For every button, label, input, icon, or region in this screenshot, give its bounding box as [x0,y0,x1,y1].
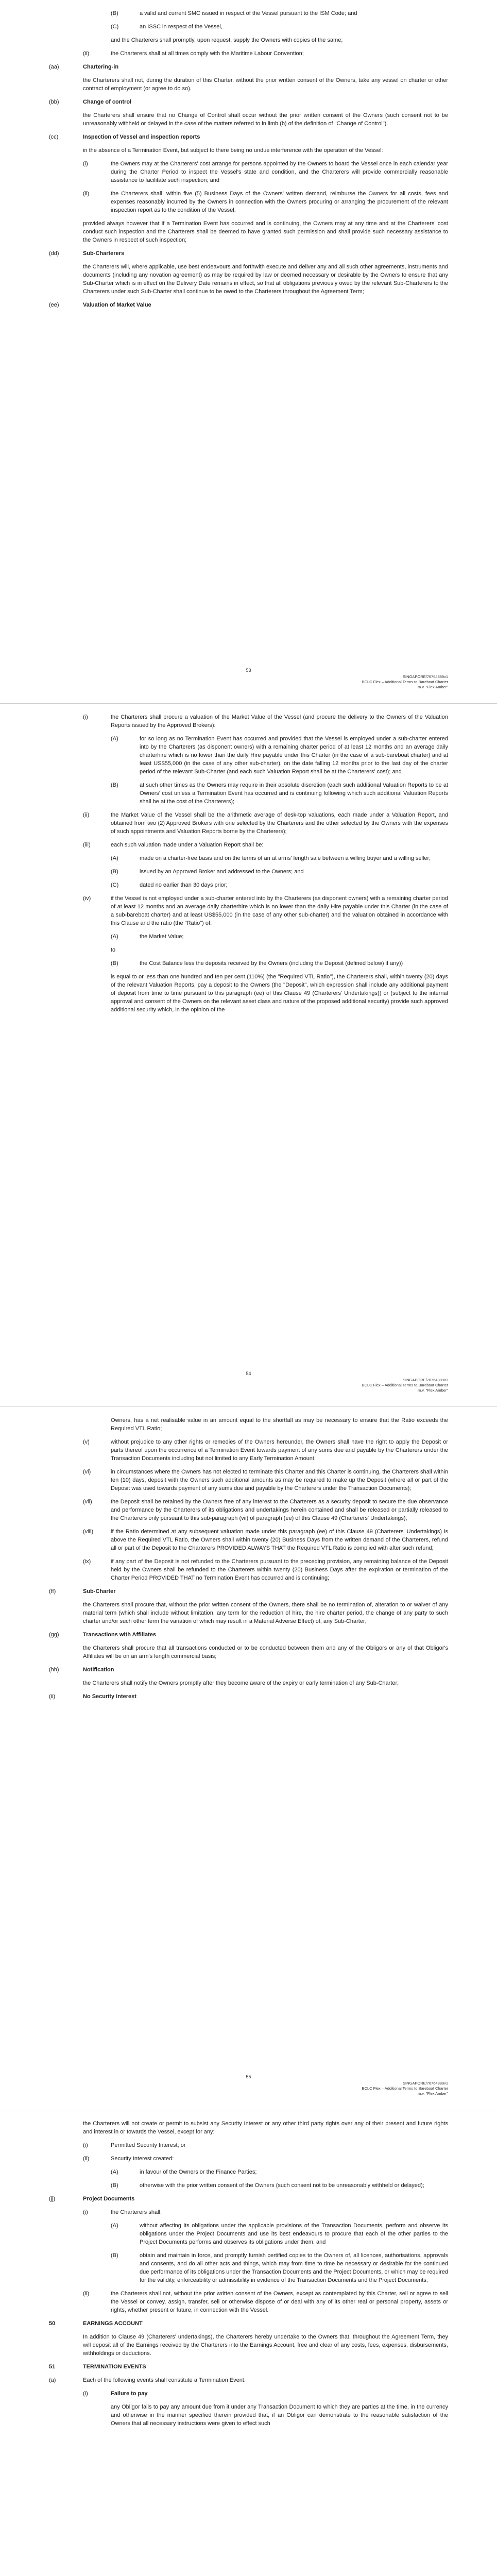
page-number: 54 [246,1371,251,1376]
clause-paragraph [49,713,448,730]
clause-text: the Charterers shall notify the Owners promptly after they become aware of the expiry or early termination of any Sub-Charter; [83,1680,399,1686]
clause-text: issued by an Approved Broker and addressed to the Owners; and [140,869,304,875]
clause-text: for so long as no Termination Event has occurred and provided that the Vessel is employed under a sub-charter entered into by the Charterers (as disponent owners) with a remaining charter period of at least 12 months and an average daily charterhire which is no lower than the daily Hire payable under this Charter (in the case of a sub-bareboat charter) and at least US$55,000 (in the case of any other sub-charter), on the date falling 12 months prior to the last day of the charter period of the relevant Sub-Charter (and each such Valuation Report shall be at the Charterers' cost); and [140,736,448,775]
clause-number: (A) [111,2223,118,2229]
footer-title: BCLC Flex – Additional Terms to Bareboat Charter [362,2086,448,2091]
clause-text: if the Vessel is not employed under a sub-charter entered into by the Charterers (as disponent owners) with a remaining charter period of at least 12 months and an average daily charterhire which is no lower than the daily Hire payable under this Charter (in the case of a sub-bareboat charter) and at least US$55,000 (in the case of any other sub-charter) and the valuation obtained in accordance with this Clause and the ratio (the "Ratio") of: [111,895,448,926]
footer-title: BCLC Flex – Additional Terms to Bareboat Charter [362,1383,448,1387]
clause-text: in the absence of a Termination Event, but subject to there being no undue interference with the operation of the Vessel: [83,147,383,154]
clause-text: otherwise with the prior written consent of the Owners (such consent not to be unreasonably withheld or delayed); [140,2182,424,2189]
clause-text: the Charterers shall, within five (5) Business Days of the Owners' written demand, reimburse the Owners for all costs, fees and expenses reasonably incurred by the Owners in connection with the Owners procuring or arranging the procurement of the relevant inspection report as to the condition of the Vessel, [111,191,448,213]
clause-number: (vii) [83,1499,92,1505]
clause-number: (ee) [49,302,59,308]
clause-heading [49,249,448,258]
clause-text: the Charterers shall at all times comply with the Maritime Labour Convention; [111,50,304,57]
clause-text: Security Interest created: [111,2156,174,2162]
clause-heading-text: Notification [83,1667,114,1673]
clause-text: dated no earlier than 30 days prior; [140,882,228,888]
clause-number: (ii) [83,2291,90,2297]
clause-number: (dd) [49,250,59,257]
clause-paragraph [49,894,448,927]
clause-text: the Charterers shall not, during the duration of this Charter, without the prior written consent of the Owners, take any vessel on charter or other contract of employment (or agree to do so). [83,77,448,92]
clause-text: any Obligor fails to pay any amount due from it under any Transaction Document to which they are parties at the time, in the currency and otherwise in the manner specified therein provided that, if an Obligor can demonstrate to the reasonable satisfaction of the Owners that all necessary instructions were given to effect such [111,2404,448,2427]
clause-number: (B) [111,869,118,875]
clause-text: the Charterers shall procure that, without the prior written consent of the Owners, there shall be no termination of, alteration to or waiver of any material term (which shall include without limitation, any term for the reduction of hire, the hire charter period, the change of any party to such charter and/or such other term the variation of which may result in a Material Adverse Effect) of, any Sub-Charter; [83,1602,448,1624]
clause-number: (i) [83,714,88,720]
clause-heading [49,63,448,71]
clause-heading-text: Project Documents [83,2196,135,2202]
clause-heading [49,2389,448,2398]
page-content [49,2120,448,2428]
clause-text: the Cost Balance less the deposits received by the Owners (including the Deposit (defined below) if any)) [140,960,403,967]
clause-heading [49,1692,448,1701]
footer-vessel: m.v. "Flex Amber" [418,685,448,689]
clause-text: in favour of the Owners or the Finance Parties; [140,2169,257,2175]
clause-number: (A) [111,855,118,861]
clause-text: In addition to Clause 49 (Charterers' undertakings), the Charterers hereby undertake to the Owners that, throughout the Agreement Term, they will deposit all of the Earnings received by the Charterers into the Earnings Account, free and clear of any costs, fees, expenses, disbursements, withholdings or deductions. [83,2334,448,2357]
clause-text: the Charterers shall ensure that no Change of Control shall occur without the prior written consent of the Owners (such consent not to be unreasonably withheld or delayed in the case of the matters referred to in limb (b) of the definition of "Change of Control"). [83,112,448,127]
footer-ref: SINGAPORE/76764889v1 [403,674,448,679]
clause-text: provided always however that if a Termination Event has occurred and is continuing, the Owners may at any time and at the Charterers' cost conduct such inspection and the Charterers shall be deemed to have granted such permission and shall provide such necessary assistance to the Owners in respect of such inspection; [83,221,448,243]
clause-paragraph [49,735,448,776]
page-content [49,9,448,309]
clause-paragraph [49,111,448,128]
clause-heading-text: EARNINGS ACCOUNT [83,2320,143,2327]
clause-text: an ISSC in respect of the Vessel, [140,24,222,30]
clause-paragraph [49,2120,448,2136]
clause-text: the Charterers will not create or permit to subsist any Security Interest or any other third party rights over any of their present and future rights and interest in or towards the Vessel, except for any: [83,2121,448,2135]
clause-paragraph [49,2181,448,2190]
clause-heading [49,98,448,106]
clause-paragraph [49,781,448,806]
footer-ref: SINGAPORE/76764889v1 [403,1378,448,1382]
clause-heading [49,2319,448,2328]
clause-heading-text: Failure to pay [111,2391,148,2397]
page-3 [0,1406,497,2110]
clause-number: (hh) [49,1667,59,1673]
page-4 [0,2110,497,2576]
clause-number: (i) [83,2209,88,2215]
clause-number: (ii) [49,1693,56,1700]
clause-number: (ff) [49,1588,56,1595]
clause-text: the Owners may at the Charterers' cost arrange for persons appointed by the Owners to board the Vessel once in each calendar year during the Charter Period to inspect the Vessel's state and condition, and the Charterers will provide commercially reasonable assistance to facilitate such inspection; and [111,161,448,183]
clause-paragraph [49,2290,448,2314]
clause-paragraph [49,2141,448,2149]
clause-heading-text: Sub-Charter [83,1588,116,1595]
page-content [49,713,448,1014]
clause-number: (ii) [83,191,90,197]
clause-number: (C) [111,882,119,888]
clause-paragraph [49,2376,448,2384]
clause-paragraph [49,160,448,184]
clause-number: (A) [111,736,118,742]
page-number: 53 [246,668,251,673]
clause-heading-text: Sub-Charterers [83,250,125,257]
clause-paragraph [49,2208,448,2216]
footer-vessel: m.v. "Flex Amber" [418,2091,448,2096]
clause-heading [49,301,448,309]
clause-paragraph [49,2251,448,2284]
clause-text: the Deposit shall be retained by the Owners free of any interest to the Charterers as a security deposit to secure the due observance and performance by the Charterers of its obligations and undertakings herein contained and shall be released or partially released to the Charterers only pursuant to this sub-paragraph (vii) of paragraph (ee) of this Clause 49 (Charterers' Undertakings); [111,1499,448,1521]
clause-paragraph [49,9,448,18]
clause-paragraph [49,190,448,214]
clause-number: (gg) [49,1632,59,1638]
clause-number: (ii) [83,812,90,818]
clause-number: (A) [111,934,118,940]
clause-text: made on a charter-free basis and on the terms of an at arms' length sale between a willing buyer and a willing seller; [140,855,431,861]
clause-paragraph [49,1679,448,1687]
clause-paragraph [49,2333,448,2358]
clause-text: at such other times as the Owners may require in their absolute discretion (each such additional Valuation Reports to be at Owners' cost unless a Termination Event has occurred and is continuing following which such additional Valuation Reports shall be at the cost of the Charterers); [140,782,448,805]
clause-paragraph [49,1644,448,1660]
clause-heading [49,1666,448,1674]
clause-number: (cc) [49,134,59,140]
clause-number: (ix) [83,1558,91,1565]
clause-text: a valid and current SMC issued in respect of the Vessel pursuant to the ISM Code; and [140,10,357,16]
page-1 [0,0,497,703]
clause-number: (B) [111,960,118,967]
clause-paragraph [49,263,448,296]
clause-paragraph [49,841,448,849]
clause-text: to [111,947,116,953]
clause-number: (vi) [83,1469,91,1475]
clause-paragraph [49,76,448,93]
page-number: 55 [246,2074,251,2079]
page-2 [0,703,497,1406]
clause-paragraph [49,2155,448,2163]
clause-text: each such valuation made under a Valuation Report shall be: [111,842,264,848]
clause-number: (B) [111,782,118,788]
clause-paragraph [49,973,448,1014]
clause-paragraph [49,146,448,155]
clause-number: (ii) [83,50,90,57]
clause-heading [49,2195,448,2203]
clause-text: Owners, has a net realisable value in an amount equal to the shortfall as may be necessary to ensure that the Ratio exceeds the Required VTL Ratio; [111,1417,448,1432]
clause-number: (B) [111,2252,118,2259]
clause-paragraph [49,49,448,58]
clause-number: (aa) [49,64,59,70]
clause-number: 51 [49,2364,56,2370]
clause-number: 50 [49,2320,56,2327]
clause-number: (viii) [83,1529,94,1535]
clause-paragraph [49,2168,448,2176]
clause-heading-text: Valuation of Market Value [83,302,151,308]
clause-number: (bb) [49,99,59,105]
clause-heading-text: TERMINATION EVENTS [83,2364,146,2370]
clause-text: the Market Value of the Vessel shall be the arithmetic average of desk-top valuations, each made under a Valuation Report, and obtained from two (2) Approved Brokers with one selected by the Charterers and the other selected by the Owners with the expenses of such appointments and Valuation Reports borne by the Charterers); [111,812,448,835]
clause-text: Permitted Security Interest; or [111,2142,186,2148]
page-content [49,1416,448,1701]
clause-text: the Charterers shall not, without the prior written consent of the Owners, except as contemplated by this Charter, sell or agree to sell the Vessel or convey, assign, transfer, sell or otherwise dispose of or deal with any of its other real or personal property, assets or rights, whether present or future, in connection with the Vessel. [111,2291,448,2313]
clause-number: (C) [111,24,119,30]
clause-paragraph [49,1416,448,1433]
clause-paragraph [49,2222,448,2246]
clause-heading [49,1631,448,1639]
clause-number: (i) [83,161,88,167]
footer-title: BCLC Flex – Additional Terms to Bareboat Charter [362,680,448,684]
clause-paragraph [49,1601,448,1625]
clause-heading [49,1587,448,1596]
clause-heading-text: Chartering-in [83,64,119,70]
clause-paragraph [49,219,448,244]
clause-heading-text: Change of control [83,99,132,105]
clause-number: (A) [111,2169,118,2175]
clause-text: the Charterers shall procure that all transactions conducted or to be conducted between them and any of the Obligors or any of that Obligor's Affiliates will be on an arm's length commercial basis; [83,1645,448,1659]
clause-text: in circumstances where the Owners has not elected to terminate this Charter and this Charter is continuing, the Charterers shall within ten (10) days, deposit with the Owners such additional amounts as may be required to make up the Deposit (where all or part of the Deposit was used towards payment of any sums due and payable by the Charterers under the Transaction Documents); [111,1469,448,1492]
clause-paragraph [49,811,448,836]
clause-text: if the Ratio determined at any subsequent valuation made under this paragraph (ee) of this Clause 49 (Charterers' Undertakings) is above the Required VTL Ratio, the Owners shall within twenty (20) Business Days from the written demand of the Charterers, refund all or part of the Deposit to the Charterers PROVIDED ALWAYS THAT the Required VTL Ratio is complied with after such refund; [111,1529,448,1551]
clause-text: the Charterers shall: [111,2209,162,2215]
clause-paragraph [49,933,448,941]
clause-paragraph [49,1438,448,1463]
clause-paragraph [49,1557,448,1582]
clause-heading [49,2363,448,2371]
clause-heading-text: Transactions with Affiliates [83,1632,157,1638]
clause-paragraph [49,1528,448,1552]
clause-text: the Market Value; [140,934,184,940]
clause-paragraph [49,854,448,862]
clause-paragraph [49,2403,448,2428]
clause-text: is equal to or less than one hundred and ten per cent (110%) (the "Required VTL Ratio"), the Charterers shall, within twenty (20) days of the relevant Valuation Reports, pay a deposit to the Owners (the "Deposit", which expression shall include any additional payment of deposit from time to time pursuant to this paragraph (ee) of this Clause 49 (Charterers' Undertakings)) or (subject to the internal approval and consent of the Owners on the relevant asset class and nature of the proposed additional security) provide such approved additional security which, in the opinion of the [111,974,448,1013]
clause-paragraph [49,868,448,876]
clause-number: (iii) [83,842,91,848]
clause-paragraph [49,1498,448,1522]
clause-heading-text: Inspection of Vessel and inspection reports [83,134,200,140]
clause-number: (jj) [49,2196,56,2202]
clause-number: (ii) [83,2156,90,2162]
clause-number: (B) [111,2182,118,2189]
clause-text: the Charterers will, where applicable, use best endeavours and forthwith execute and deliver any and all such other agreements, instruments and documents (including any novation agreement) as may be required by law or deemed necessary or desirable by the Owners to ensure that any Sub-Charter which is in effect on the Delivery Date remains in effect, so that all obligations previously owed by the relevant Sub-Charterers to the Charterers under such Sub-Charter shall continue to be owed to the Charterers throughout the Agreement Term; [83,264,448,295]
footer-ref: SINGAPORE/76764889v1 [403,2081,448,2086]
clause-number: (v) [83,1439,90,1445]
clause-text: Each of the following events shall constitute a Termination Event: [83,2377,246,2383]
clause-text: obtain and maintain in force, and promptly furnish certified copies to the Owners of, all licences, authorisations, approvals and consents, and do all other acts and things, which may from time to time be necessary or desirable for the continued due performance of its obligations under the Transaction Documents and the Project Documents, or which may be required for the validity, enforceability or admissibility in evidence of the Transaction Documents and the Project Documents; [140,2252,448,2283]
page-footer [283,2081,448,2096]
clause-text: and the Charterers shall promptly, upon request, supply the Owners with copies of the same; [111,37,343,43]
clause-paragraph [49,1468,448,1493]
clause-number: (iv) [83,895,91,902]
clause-text: the Charterers shall procure a valuation of the Market Value of the Vessel (and procure the delivery to the Owners of the Valuation Reports issued by the Approved Brokers): [111,714,448,728]
clause-text: if any part of the Deposit is not refunded to the Charterers pursuant to the preceding provision, any remaining balance of the Deposit held by the Owners shall be refunded to the Charterers within twenty (20) Business Days after the expiration or termination of the Charter Period PROVIDED THAT no Termination Event has occurred and is continuing; [111,1558,448,1581]
clause-heading [49,133,448,141]
page-footer [283,674,448,690]
clause-number: (a) [49,2377,56,2383]
clause-heading-text: No Security Interest [83,1693,136,1700]
clause-paragraph [49,946,448,954]
clause-paragraph [49,36,448,44]
clause-paragraph [49,23,448,31]
clause-text: without prejudice to any other rights or remedies of the Owners hereunder, the Owners shall have the right to apply the Deposit or parts thereof upon the occurrence of a Termination Event towards payment of any sums due and payable by the Charterers under the Transaction Documents including but not limited to any Early Termination Amount; [111,1439,448,1462]
clause-number: (i) [83,2142,88,2148]
clause-paragraph [49,959,448,968]
footer-vessel: m.v. "Flex Amber" [418,1388,448,1393]
page-footer [283,1378,448,1393]
clause-text: without affecting its obligations under the applicable provisions of the Transaction Documents, perform and observe its obligations under the Project Documents and use its best endeavours to procure that each of the other parties to the Project Documents performs and observes its obligations under them; and [140,2223,448,2245]
clause-number: (i) [83,2391,88,2397]
clause-number: (B) [111,10,118,16]
clause-paragraph [49,881,448,889]
